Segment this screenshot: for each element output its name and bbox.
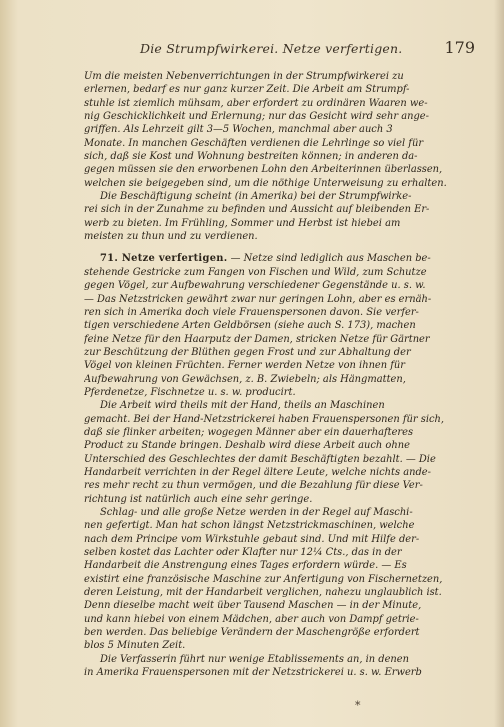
text-line: deren Leistung, mit der Handarbeit verglichen, nahezu unglaublich ist. bbox=[84, 587, 442, 599]
text-line: Die Arbeit wird theils mit der Hand, theils an Maschinen bbox=[100, 400, 385, 412]
text-line: blos 5 Minuten Zeit. bbox=[84, 640, 186, 652]
text-line: richtung ist natürlich auch eine sehr geringe. bbox=[84, 493, 313, 505]
text-line: in Amerika Frauenspersonen mit der Netzstrickerei u. s. w. Erwerb bbox=[84, 667, 422, 679]
text-line: tigen verschiedene Arten Geldbörsen (siehe auch S. 173), machen bbox=[84, 320, 416, 332]
text-line: Denn dieselbe macht weit über Tausend Maschen — in der Minute, bbox=[84, 600, 422, 612]
text-line: Monate. In manchen Geschäften verdienen die Lehrlinge so viel für bbox=[84, 137, 424, 149]
page-number: 179 bbox=[444, 38, 475, 57]
text-line bbox=[84, 252, 474, 265]
text-line: Vögel von kleinen Früchten. Ferner werden Netze von ihnen für bbox=[84, 360, 406, 372]
text-line: griffen. Als Lehrzeit gilt 3—5 Wochen, manchmal aber auch 3 bbox=[84, 124, 393, 136]
text-line: Pferdenetze, Fischnetze u. s. w. producirt. bbox=[84, 386, 296, 398]
text-line: stehende Gestricke zum Fangen von Fischen und Wild, zum Schutze bbox=[84, 266, 427, 278]
text-line: gegen müssen sie den erworbenen Lohn den Arbeiterinnen überlassen, bbox=[84, 164, 443, 176]
text-line: Aufbewahrung von Gewächsen, z. B. Zwiebeln; als Hängmatten, bbox=[84, 373, 406, 385]
text-line: — Das Netzstricken gewährt zwar nur geringen Lohn, aber es ernäh- bbox=[84, 293, 432, 305]
text-line: und kann hiebei von einem Mädchen, aber auch von Dampf getrie- bbox=[84, 613, 419, 625]
text-line: Die Beschäftigung scheint (in Amerika) bei der Strumpfwirke- bbox=[100, 191, 412, 203]
text-line: Um die meisten Nebenverrichtungen in der Strumpfwirkerei zu bbox=[84, 71, 404, 82]
text-line: gemacht. Bei der Hand-Netzstrickerei haben Frauenspersonen für sich, bbox=[84, 413, 445, 425]
page-edge-shadow bbox=[494, 0, 504, 727]
text-line: Schlag- und alle große Netze werden in der Regel auf Maschi- bbox=[100, 507, 413, 518]
text-line: nen gefertigt. Man hat schon längst Netzstrickmaschinen, welche bbox=[84, 520, 415, 532]
text-line: Unterschied des Geschlechtes der damit Beschäftigten bezahlt. — Die bbox=[84, 453, 436, 465]
text-line: ren sich in Amerika doch viele Frauenspersonen davon. Sie verfer- bbox=[84, 306, 419, 318]
text-line: daß sie flinker arbeiten; wogegen Männer aber ein dauerhafteres bbox=[84, 426, 414, 438]
text-line: selben kostet das Lachter oder Klafter nur 12¼ Cts., das in der bbox=[84, 547, 402, 559]
text-line: werb zu bieten. Im Frühling, Sommer und Herbst ist hiebei am bbox=[84, 217, 401, 229]
text-line: meisten zu thun und zu verdienen. bbox=[84, 231, 258, 243]
section-gap bbox=[84, 243, 474, 252]
text-line: ben werden. Das beliebige Verändern der Maschengröße erfordert bbox=[84, 627, 420, 639]
text-line: res mehr recht zu thun vermögen, und die Bezahlung für diese Ver- bbox=[84, 480, 423, 492]
text-line: sich, daß sie Kost und Wohnung bestreiten können; in anderen da- bbox=[84, 151, 418, 163]
text-line: nig Geschicklichkeit und Erlernung; nur das Gesicht wird sehr ange- bbox=[84, 111, 429, 123]
running-header bbox=[70, 38, 475, 60]
text-line: stuhle ist ziemlich mühsam, aber erfordert zu ordinären Waaren we- bbox=[84, 97, 428, 109]
section-heading: 71. Netze verfertigen. bbox=[100, 253, 228, 265]
text-line: Handarbeit verrichten in der Regel ältere Leute, welche nichts ande- bbox=[84, 466, 431, 478]
text-line: Product zu Stande bringen. Deshalb wird diese Arbeit auch ohne bbox=[84, 440, 410, 452]
text-line: Die Verfasserin führt nur wenige Etablissements an, in denen bbox=[100, 653, 409, 665]
text-line: existirt eine französische Maschine zur Anfertigung von Fischernetzen, bbox=[84, 573, 443, 585]
signature-mark: * bbox=[355, 699, 361, 712]
text-line: Handarbeit die Anstrengung eines Tages erfordern würde. — Es bbox=[84, 560, 407, 572]
text-line: zur Beschützung der Blüthen gegen Frost und zur Abhaltung der bbox=[84, 346, 411, 358]
running-title: Die Strumpfwirkerei. Netze verfertigen. bbox=[140, 41, 403, 56]
section-lead-text: — Netze sind lediglich aus Maschen be- bbox=[227, 253, 431, 265]
text-line: nach dem Principe vom Wirkstuhle gebaut sind. Und mit Hilfe der- bbox=[84, 533, 420, 545]
text-line: gegen Vögel, zur Aufbewahrung verschiedener Gegenstände u. s. w. bbox=[84, 280, 426, 292]
text-line: erlernen, bedarf es nur ganz kurzer Zeit. Die Arbeit am Strumpf- bbox=[84, 84, 410, 96]
page-body-text bbox=[84, 70, 474, 679]
text-line: welchen sie beigegeben sind, um die nöthige Unterweisung zu erhalten. bbox=[84, 177, 447, 189]
text-line: feine Netze für den Haarputz der Damen, stricken Netze für Gärtner bbox=[84, 333, 430, 345]
text-line: rei sich in der Zunahme zu befinden und Aussicht auf bleibenden Er- bbox=[84, 204, 430, 216]
